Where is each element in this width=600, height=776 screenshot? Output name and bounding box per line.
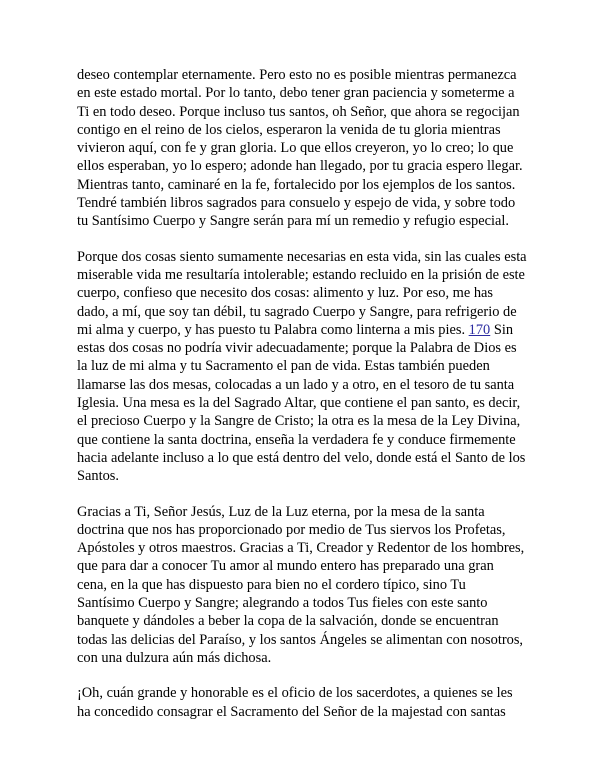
paragraph-2 [77, 248, 527, 486]
paragraph-2-text-after: Sin estas dos cosas no podría vivir adecuadamente; porque la Palabra de Dios es la luz de mi alma y tu Sacramento el pan de vida. Estas también pueden llamarse las dos mesas, colocadas a un lado y a otro, en el tesoro de tu santa Iglesia. Una mesa es la del Sagrado Altar, que contiene el pan santo, es decir, el precioso Cuerpo y la Sangre de Cristo; la otra es la mesa de la Ley Divina, que contiene la santa doctrina, enseña la verdadera fe y conduce firmemente hacia adelante incluso a lo que está dentro del velo, donde está el Santo de los Santos. [77, 321, 526, 485]
paragraph-4: ¡Oh, cuán grande y honorable es el oficio de los sacerdotes, a quienes se les ha concedido consagrar el Sacramento del Señor de la majestad con santas [77, 685, 513, 720]
footnote-reference-link[interactable]: 170 [468, 321, 491, 338]
document-page [77, 66, 527, 721]
paragraph-1: deseo contemplar eternamente. Pero esto no es posible mientras permanezca en este estado mortal. Por lo tanto, debo tener gran paciencia y someterme a Ti en todo deseo. Porque incluso tus santos, oh Señor, que ahora se regocijan contigo en el reino de los cielos, esperaron la venida de tu gloria mientras vivieron aquí, con fe y gran gloria. Lo que ellos creyeron, yo lo creo; lo que ellos esperaban, yo lo espero; adonde han llegado, por tu gracia espero llegar. Mientras tanto, caminaré en la fe, fortalecido por los ejemplos de los santos. Tendré también libros sagrados para consuelo y espejo de vida, y sobre todo tu Santísimo Cuerpo y Sangre serán para mí un remedio y refugio especial. [77, 67, 523, 230]
paragraph-3: Gracias a Ti, Señor Jesús, Luz de la Luz eterna, por la mesa de la santa doctrina que nos has proporcionado por medio de Tus siervos los Profetas, Apóstoles y otros maestros. Gracias a Ti, Creador y Redentor de los hombres, que para dar a conocer Tu amor al mundo entero has preparado una gran cena, en la que has dispuesto para bien no el cordero típico, sino Tu Santísimo Cuerpo y Sangre; alegrando a todos Tus fieles con este santo banquete y dándoles a beber la copa de la salvación, donde se encuentran todas las delicias del Paraíso, y los santos Ángeles se alimentan con nosotros, con una dulzura aún más dichosa. [77, 503, 525, 666]
paragraph-2-text-before: Porque dos cosas siento sumamente necesarias en esta vida, sin las cuales esta miserable vida me resultaría intolerable; estando recluido en la prisión de este cuerpo, confieso que necesito dos cosas: alimento y luz. Por eso, me has dado, a mí, que soy tan débil, tu sagrado Cuerpo y Sangre, para refrigerio de mi alma y cuerpo, y has puesto tu Palabra como linterna a mis pies. [77, 248, 527, 338]
